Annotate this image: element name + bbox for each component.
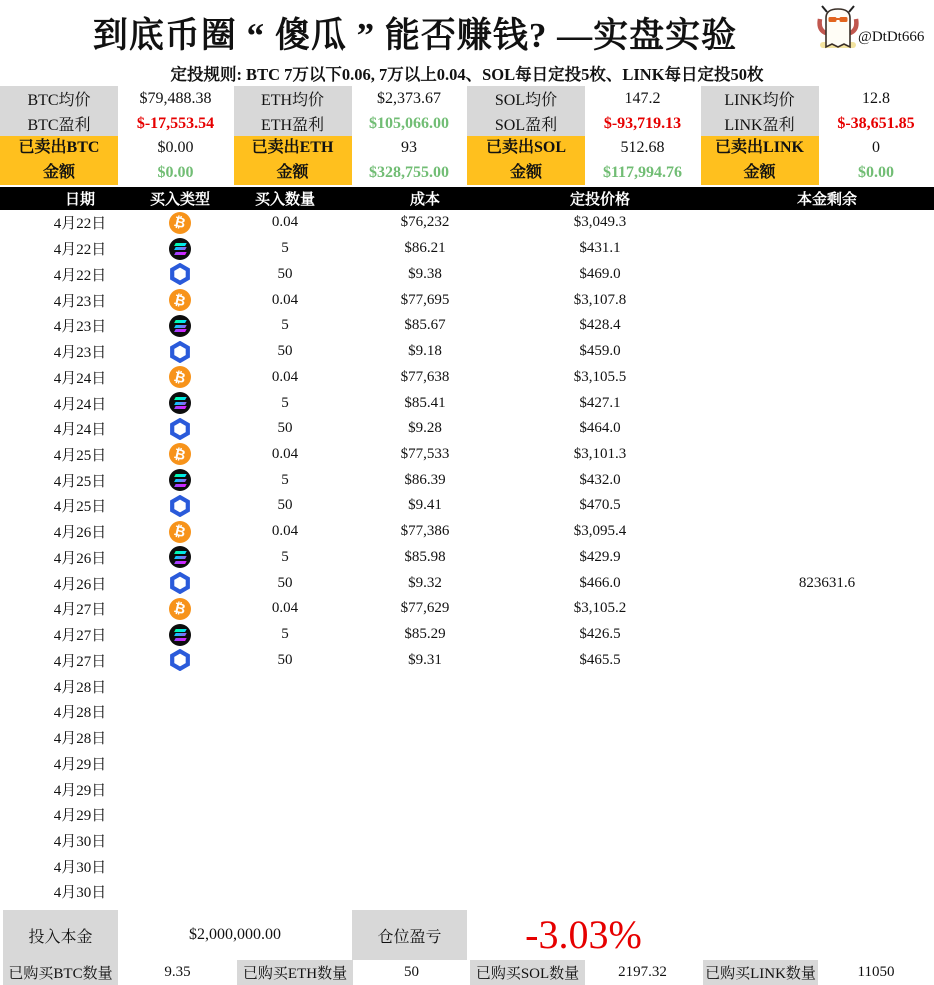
table-row [0, 467, 934, 493]
row-date: 4月25日 [53, 473, 107, 490]
link-avg-label: LINK均价 [701, 86, 819, 111]
table-row [0, 699, 934, 725]
row-remaining: 823631.6 [798, 574, 856, 591]
eth-profit-value: $105,066.00 [369, 114, 449, 132]
table-row [0, 210, 934, 236]
row-qty: 0.04 [271, 214, 299, 231]
sol-icon [169, 624, 191, 646]
row-price: $426.5 [579, 626, 621, 643]
row-coin [160, 364, 200, 390]
position-pnl-label: 仓位盈亏 [352, 910, 467, 960]
row-coin [160, 236, 200, 262]
row-date: 4月22日 [53, 216, 107, 233]
table-row [0, 802, 934, 828]
row-date: 4月30日 [53, 833, 107, 850]
row-cost: $86.39 [404, 471, 446, 488]
row-date: 4月24日 [53, 422, 107, 439]
col-principal-remaining: 本金剩余 [796, 192, 857, 208]
sol-profit-value: $-93,719.13 [603, 114, 682, 132]
link-profit-value: $-38,651.85 [837, 114, 915, 132]
row-date: 4月25日 [53, 499, 107, 516]
row-qty: 5 [281, 471, 289, 488]
row-date: 4月30日 [53, 885, 107, 902]
sol-icon [169, 238, 191, 260]
link-icon [169, 263, 191, 285]
link-profit-label: LINK盈利 [701, 111, 819, 136]
row-qty: 0.04 [271, 600, 299, 617]
row-price: $427.1 [579, 394, 621, 411]
table-row [0, 519, 934, 545]
row-remaining [720, 339, 934, 365]
table-row [0, 596, 934, 622]
row-coin [160, 647, 200, 673]
btc-icon: ₿ [169, 289, 191, 311]
row-remaining [720, 673, 934, 699]
row-coin [160, 673, 200, 699]
row-coin [160, 879, 200, 905]
row-coin [160, 750, 200, 776]
row-qty: 0.04 [271, 291, 299, 308]
row-price [480, 699, 720, 725]
btc-holdings-value: 9.35 [164, 964, 191, 980]
row-cost [370, 828, 480, 854]
row-date: 4月28日 [53, 705, 107, 722]
row-remaining [720, 442, 934, 468]
row-qty: 0.04 [271, 445, 299, 462]
table-row [0, 853, 934, 879]
row-date: 4月27日 [53, 602, 107, 619]
row-coin [160, 287, 200, 313]
row-date: 4月26日 [53, 550, 107, 567]
stats-group-link [701, 86, 934, 185]
row-qty [200, 699, 370, 725]
sol-sold-label: 已卖出SOL 金额 [467, 136, 585, 185]
position-pnl-value: -3.03% [525, 911, 642, 957]
row-remaining [720, 416, 934, 442]
sol-holdings-label: 已购买SOL数量 [470, 960, 585, 985]
btc-icon: ₿ [169, 366, 191, 388]
eth-sold-label: 已卖出ETH 金额 [234, 136, 352, 185]
row-remaining [720, 287, 934, 313]
eth-avg-value: $2,373.67 [377, 89, 441, 107]
row-remaining [720, 802, 934, 828]
row-date: 4月28日 [53, 679, 107, 696]
row-coin [160, 442, 200, 468]
link-sold-values: 0 $0.00 [858, 139, 894, 181]
eth-holdings-label: 已购买ETH数量 [237, 960, 353, 985]
row-date: 4月23日 [53, 319, 107, 336]
btc-icon: ₿ [169, 521, 191, 543]
row-coin [160, 210, 200, 236]
row-date: 4月28日 [53, 731, 107, 748]
row-cost: $77,638 [400, 368, 450, 385]
table-row [0, 622, 934, 648]
eth-profit-label: ETH盈利 [234, 111, 352, 136]
row-qty [200, 673, 370, 699]
row-remaining [720, 853, 934, 879]
row-price: $431.1 [579, 240, 621, 257]
row-cost [370, 853, 480, 879]
btc-icon: ₿ [169, 443, 191, 465]
link-icon [169, 649, 191, 671]
row-cost [370, 750, 480, 776]
row-coin [160, 725, 200, 751]
table-body [0, 210, 934, 905]
row-date: 4月29日 [53, 782, 107, 799]
row-cost [370, 802, 480, 828]
table-row [0, 261, 934, 287]
page-title: 到底币圈 “ 傻瓜 ” 能否赚钱? —实盘实验 [92, 16, 738, 55]
sol-avg-label: SOL均价 [467, 86, 585, 111]
sol-icon [169, 546, 191, 568]
row-remaining [720, 750, 934, 776]
link-sold-label: 已卖出LINK 金额 [701, 136, 819, 185]
link-avg-value: 12.8 [862, 89, 890, 107]
table-row [0, 828, 934, 854]
link-icon [169, 341, 191, 363]
row-coin [160, 853, 200, 879]
author-handle: @DtDt666 [858, 29, 925, 45]
stats-group-eth [234, 86, 468, 185]
table-row [0, 339, 934, 365]
row-qty [200, 853, 370, 879]
table-row [0, 287, 934, 313]
table-header [0, 187, 934, 210]
row-price: $3,105.5 [573, 368, 627, 385]
row-remaining [720, 261, 934, 287]
row-price: $459.0 [579, 343, 621, 360]
btc-sold-label: 已卖出BTC 金额 [0, 136, 118, 185]
row-price: $429.9 [579, 548, 621, 565]
eth-sold-values: 93 $328,755.00 [369, 139, 449, 181]
row-price: $464.0 [579, 420, 621, 437]
table-row [0, 673, 934, 699]
row-remaining [720, 647, 934, 673]
principal-value: $2,000,000.00 [189, 926, 281, 943]
row-cost [370, 725, 480, 751]
row-date: 4月26日 [53, 525, 107, 542]
row-date: 4月24日 [53, 396, 107, 413]
row-price: $428.4 [579, 317, 621, 334]
row-coin [160, 493, 200, 519]
btc-sold-values: $0.00 $0.00 [157, 139, 194, 181]
col-date: 日期 [64, 192, 95, 208]
stats-group-btc [0, 86, 234, 185]
row-coin [160, 828, 200, 854]
row-remaining [720, 236, 934, 262]
row-price: $465.5 [579, 651, 621, 668]
eth-avg-label: ETH均价 [234, 86, 352, 111]
row-cost [370, 699, 480, 725]
row-remaining [720, 828, 934, 854]
row-remaining [720, 596, 934, 622]
sol-icon [169, 469, 191, 491]
row-price: $432.0 [579, 471, 621, 488]
col-cost: 成本 [409, 192, 440, 208]
row-remaining [720, 879, 934, 905]
row-coin [160, 776, 200, 802]
row-coin [160, 545, 200, 571]
row-date: 4月23日 [53, 293, 107, 310]
link-icon [169, 572, 191, 594]
row-qty: 50 [277, 265, 293, 282]
row-price [480, 725, 720, 751]
sol-icon [169, 315, 191, 337]
row-coin [160, 390, 200, 416]
row-cost: $77,386 [400, 523, 450, 540]
row-cost: $85.67 [404, 317, 446, 334]
row-remaining [720, 545, 934, 571]
row-qty: 5 [281, 626, 289, 643]
row-coin [160, 313, 200, 339]
sol-holdings-value: 2197.32 [618, 964, 667, 980]
table-row [0, 725, 934, 751]
row-price [480, 776, 720, 802]
row-date: 4月22日 [53, 242, 107, 259]
table-row [0, 390, 934, 416]
row-qty [200, 776, 370, 802]
row-qty: 5 [281, 548, 289, 565]
row-cost: $9.41 [408, 497, 442, 514]
btc-holdings-label: 已购买BTC数量 [3, 960, 118, 985]
row-date: 4月25日 [53, 447, 107, 464]
row-remaining [720, 519, 934, 545]
sol-sold-values: 512.68 $117,994.76 [602, 139, 683, 181]
row-date: 4月26日 [53, 576, 107, 593]
row-date: 4月29日 [53, 808, 107, 825]
row-qty: 50 [277, 651, 293, 668]
table-row [0, 750, 934, 776]
row-coin [160, 467, 200, 493]
row-date: 4月23日 [53, 345, 107, 362]
table-row [0, 493, 934, 519]
row-date: 4月24日 [53, 370, 107, 387]
link-icon [169, 418, 191, 440]
row-cost: $9.28 [408, 420, 442, 437]
row-price: $466.0 [579, 574, 621, 591]
btc-icon: ₿ [169, 212, 191, 234]
row-price [480, 853, 720, 879]
row-date: 4月27日 [53, 628, 107, 645]
row-qty: 50 [277, 497, 293, 514]
row-cost: $9.32 [408, 574, 442, 591]
row-remaining [720, 210, 934, 236]
row-coin [160, 519, 200, 545]
btc-avg-label: BTC均价 [0, 86, 118, 111]
row-date: 4月22日 [53, 267, 107, 284]
table-row [0, 416, 934, 442]
row-qty: 50 [277, 343, 293, 360]
row-qty [200, 725, 370, 751]
row-remaining [720, 364, 934, 390]
row-qty: 5 [281, 240, 289, 257]
col-dca-price: 定投价格 [569, 192, 630, 208]
table-row [0, 236, 934, 262]
table-row [0, 313, 934, 339]
col-quantity: 买入数量 [254, 192, 315, 208]
row-price [480, 673, 720, 699]
eth-holdings-value: 50 [404, 964, 419, 980]
row-remaining [720, 313, 934, 339]
table-row [0, 545, 934, 571]
row-coin [160, 699, 200, 725]
row-price: $469.0 [579, 265, 621, 282]
row-cost: $9.18 [408, 343, 442, 360]
table-row [0, 364, 934, 390]
row-date: 4月27日 [53, 653, 107, 670]
row-qty [200, 802, 370, 828]
ghost-avatar-icon [817, 3, 859, 55]
table-row [0, 570, 934, 596]
row-remaining [720, 699, 934, 725]
btc-avg-value: $79,488.38 [139, 89, 212, 107]
row-cost [370, 673, 480, 699]
row-cost [370, 879, 480, 905]
btc-profit-value: $-17,553.54 [136, 114, 215, 132]
row-cost: $9.31 [408, 651, 442, 668]
row-qty: 5 [281, 317, 289, 334]
row-cost: $77,695 [400, 291, 450, 308]
row-price [480, 879, 720, 905]
row-coin [160, 339, 200, 365]
row-cost: $86.21 [404, 240, 446, 257]
row-date: 4月29日 [53, 756, 107, 773]
row-qty: 0.04 [271, 523, 299, 540]
row-cost: $77,629 [400, 600, 450, 617]
row-price: $3,049.3 [573, 214, 627, 231]
row-coin [160, 416, 200, 442]
stats-summary [0, 86, 934, 185]
row-coin [160, 570, 200, 596]
link-holdings-value: 11050 [857, 964, 895, 980]
row-cost: $85.29 [404, 626, 446, 643]
row-price [480, 802, 720, 828]
row-remaining [720, 622, 934, 648]
row-price: $3,105.2 [573, 600, 627, 617]
row-qty: 0.04 [271, 368, 299, 385]
btc-profit-label: BTC盈利 [0, 111, 118, 136]
sol-icon [169, 392, 191, 414]
row-cost: $77,533 [400, 445, 450, 462]
row-date: 4月30日 [53, 859, 107, 876]
row-qty [200, 750, 370, 776]
row-price: $3,095.4 [573, 523, 627, 540]
principal-label: 投入本金 [3, 910, 118, 960]
dca-rules-subtitle: 定投规则: BTC 7万以下0.06, 7万以上0.04、SOL每日定投5枚、LINK每日定投50枚 [170, 65, 764, 84]
sol-avg-value: 147.2 [624, 89, 661, 107]
row-coin [160, 622, 200, 648]
row-price [480, 828, 720, 854]
row-price: $470.5 [579, 497, 621, 514]
row-remaining [720, 493, 934, 519]
stats-group-sol [467, 86, 701, 185]
row-price [480, 750, 720, 776]
row-cost: $85.41 [404, 394, 446, 411]
row-qty [200, 879, 370, 905]
sol-profit-label: SOL盈利 [467, 111, 585, 136]
row-remaining [720, 776, 934, 802]
row-coin [160, 802, 200, 828]
row-qty: 50 [277, 574, 293, 591]
row-cost: $85.98 [404, 548, 446, 565]
link-holdings-label: 已购买LINK数量 [703, 960, 818, 985]
row-qty [200, 828, 370, 854]
table-row [0, 442, 934, 468]
col-coin-type: 买入类型 [150, 192, 211, 208]
row-price: $3,101.3 [573, 445, 627, 462]
row-remaining [720, 725, 934, 751]
table-row [0, 879, 934, 905]
link-icon [169, 495, 191, 517]
table-row [0, 647, 934, 673]
row-price: $3,107.8 [573, 291, 627, 308]
row-remaining [720, 467, 934, 493]
row-qty: 50 [277, 420, 293, 437]
row-cost: $76,232 [400, 214, 450, 231]
row-remaining [720, 390, 934, 416]
row-cost [370, 776, 480, 802]
row-cost: $9.38 [408, 265, 442, 282]
row-qty: 5 [281, 394, 289, 411]
table-row [0, 776, 934, 802]
btc-icon: ₿ [169, 598, 191, 620]
row-coin [160, 261, 200, 287]
row-coin [160, 596, 200, 622]
